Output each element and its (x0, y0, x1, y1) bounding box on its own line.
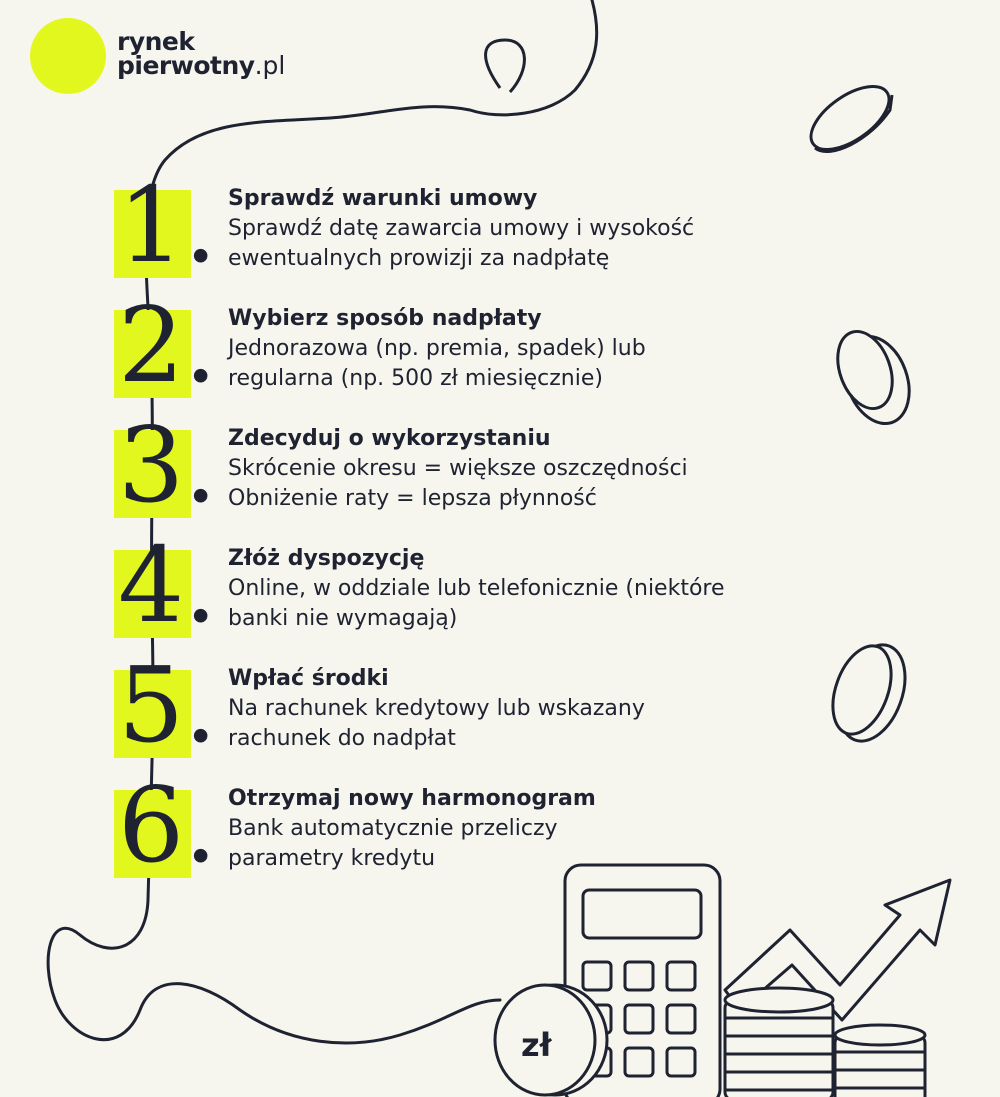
step-description-line: Obniżenie raty = lepsza płynność (228, 486, 597, 511)
step-title: Złóż dyspozycję (228, 546, 425, 571)
step-2 (0, 284, 1000, 414)
step-number: 2. (118, 284, 218, 406)
coin-stack-icon (835, 1025, 925, 1097)
brand-line2-main: pierwotny (117, 51, 255, 80)
step-4 (0, 524, 1000, 654)
step-description-line: Na rachunek kredytowy lub wskazany (228, 696, 645, 721)
step-title: Wpłać środki (228, 666, 389, 691)
coin-stack-icon (725, 988, 833, 1097)
step-1 (0, 164, 1000, 294)
coin-currency-label: zł (521, 1026, 552, 1064)
brand-wordmark (117, 27, 286, 80)
brand-logo-circle (30, 18, 106, 94)
step-number: 1. (118, 164, 218, 286)
step-description-line: regularna (np. 500 zł miesięcznie) (228, 366, 603, 391)
step-number: 3. (118, 404, 218, 526)
step-description-line: Bank automatycznie przeliczy (228, 816, 558, 841)
step-description-line: rachunek do nadpłat (228, 726, 456, 751)
brand-line2 (117, 51, 286, 80)
step-description-line: ewentualnych prowizji za nadpłatę (228, 246, 610, 271)
brand-line2-suffix: .pl (254, 51, 286, 80)
step-description-line: Sprawdź datę zawarcia umowy i wysokość (228, 216, 695, 241)
step-3 (0, 404, 1000, 534)
step-description-line: Jednorazowa (np. premia, spadek) lub (228, 336, 646, 361)
step-title: Zdecyduj o wykorzystaniu (228, 426, 551, 451)
step-description (228, 214, 808, 274)
step-description-line: Online, w oddziale lub telefonicznie (niektóre (228, 576, 725, 601)
step-description-line: Skrócenie okresu = większe oszczędności (228, 456, 688, 481)
step-title: Otrzymaj nowy harmonogram (228, 786, 596, 811)
step-description-line: banki nie wymagają) (228, 606, 458, 631)
step-description (228, 694, 808, 754)
step-5 (0, 644, 1000, 774)
step-number: 4. (118, 524, 218, 646)
step-title: Wybierz sposób nadpłaty (228, 306, 542, 331)
step-description (228, 334, 808, 394)
step-6 (0, 764, 1000, 894)
step-description (228, 454, 808, 514)
brand-line1: rynek (117, 27, 195, 56)
step-description (228, 814, 808, 874)
step-description-line: parametry kredytu (228, 846, 436, 871)
step-number: 5. (118, 644, 218, 766)
step-description (228, 574, 808, 634)
step-title: Sprawdź warunki umowy (228, 186, 538, 211)
step-number: 6. (118, 764, 218, 886)
coin-icon (801, 74, 900, 162)
